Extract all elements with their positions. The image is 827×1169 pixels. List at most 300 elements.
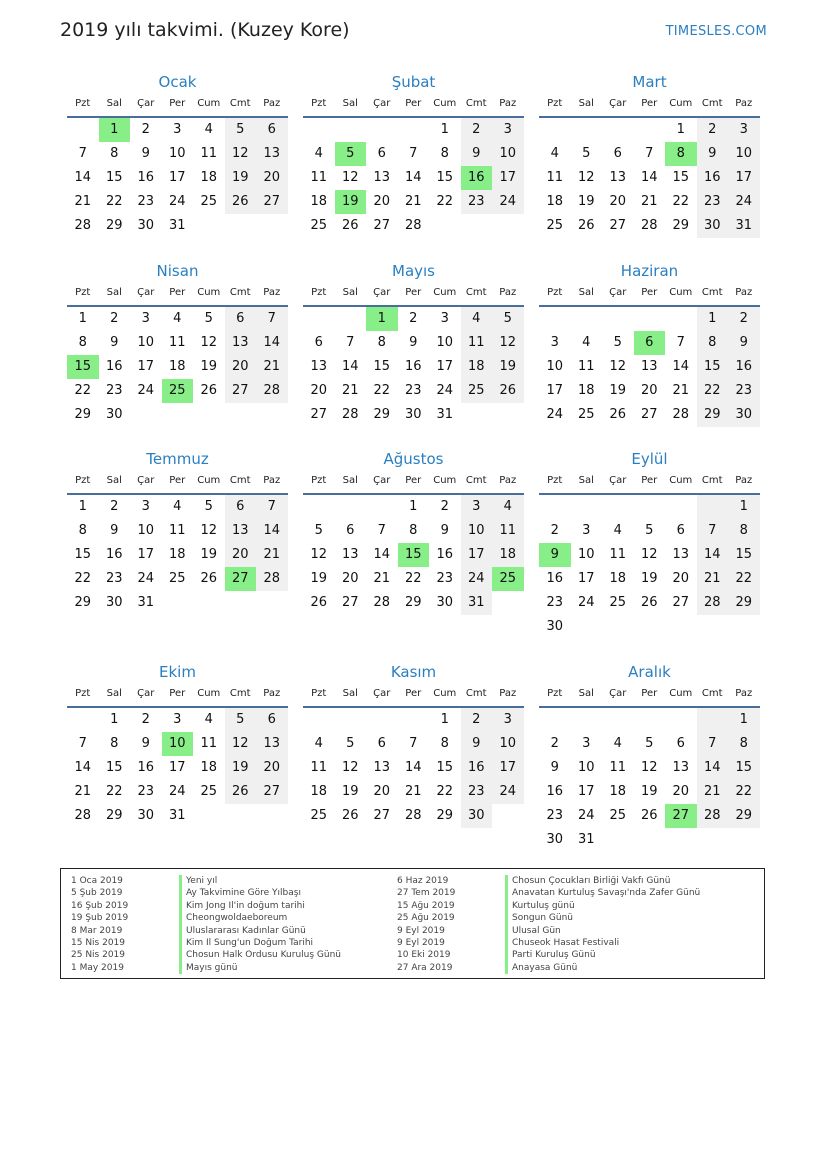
day-cell: 18 <box>492 543 524 567</box>
day-cell: 31 <box>436 407 454 422</box>
day-grid <box>303 118 524 238</box>
empty-cell <box>539 495 571 519</box>
day-cell: 19 <box>225 166 257 190</box>
holiday-day: 16 <box>461 166 493 190</box>
day-cell: 26 <box>577 218 595 233</box>
day-cell: 2 <box>110 499 119 514</box>
empty-cell <box>665 495 697 519</box>
month-name: Aralık <box>628 663 671 681</box>
legend-names-left <box>179 875 341 974</box>
day-cell: 17 <box>492 756 524 780</box>
day-cell: 28 <box>640 218 658 233</box>
day-cell: 24 <box>168 194 186 209</box>
weekday-label: Pzt <box>547 688 563 699</box>
day-cell: 13 <box>373 170 391 185</box>
day-cell: 6 <box>314 335 323 350</box>
day-cell: 5 <box>204 499 213 514</box>
day-cell: 3 <box>492 118 524 142</box>
day-cell: 8 <box>728 519 760 543</box>
day-cell: 22 <box>404 571 422 586</box>
day-cell: 30 <box>105 595 123 610</box>
day-cell: 9 <box>110 523 119 538</box>
day-cell: 2 <box>728 307 760 331</box>
weekday-label: Cum <box>197 287 221 298</box>
day-cell: 15 <box>105 760 123 775</box>
day-cell: 28 <box>256 379 288 403</box>
day-cell: 13 <box>225 519 257 543</box>
empty-cell <box>335 307 367 331</box>
day-cell: 10 <box>168 146 186 161</box>
day-cell: 29 <box>105 218 123 233</box>
day-cell: 22 <box>74 383 92 398</box>
day-grid <box>539 495 760 639</box>
day-cell: 11 <box>492 519 524 543</box>
day-cell: 19 <box>640 571 658 586</box>
day-cell: 22 <box>672 194 690 209</box>
weekday-header <box>67 471 288 495</box>
weekday-label: Cum <box>669 688 693 699</box>
empty-cell <box>697 708 729 732</box>
day-cell: 9 <box>550 760 559 775</box>
day-cell: 29 <box>436 808 454 823</box>
weekday-label: Cum <box>433 287 457 298</box>
holiday-day: 9 <box>539 543 571 567</box>
weekday-header <box>67 283 288 307</box>
day-cell: 27 <box>672 595 690 610</box>
holiday-day: 25 <box>492 567 524 591</box>
day-cell: 19 <box>225 756 257 780</box>
weekday-label: Per <box>641 287 658 298</box>
day-cell: 24 <box>577 595 595 610</box>
weekday-label: Cum <box>433 688 457 699</box>
legend-holiday-name: Yeni yıl <box>179 875 341 887</box>
day-cell: 15 <box>105 170 123 185</box>
empty-cell <box>539 307 571 331</box>
day-cell: 24 <box>137 383 155 398</box>
month-6 <box>539 259 760 427</box>
day-cell: 16 <box>728 355 760 379</box>
day-cell: 3 <box>492 708 524 732</box>
month-name: Mayıs <box>392 262 435 280</box>
month-2 <box>303 70 524 238</box>
month-3 <box>539 70 760 238</box>
day-cell: 24 <box>137 571 155 586</box>
month-name: Eylül <box>631 450 668 468</box>
weekday-label: Sal <box>342 475 358 486</box>
day-cell: 1 <box>110 712 119 727</box>
weekday-label: Çar <box>373 688 391 699</box>
day-cell: 11 <box>609 547 627 562</box>
day-cell: 17 <box>168 170 186 185</box>
day-cell: 21 <box>256 355 288 379</box>
weekday-header <box>539 471 760 495</box>
day-cell: 20 <box>672 571 690 586</box>
day-cell: 26 <box>200 571 218 586</box>
day-cell: 16 <box>697 166 729 190</box>
day-cell: 16 <box>546 571 564 586</box>
day-cell: 7 <box>697 732 729 756</box>
day-cell: 17 <box>168 760 186 775</box>
day-cell: 2 <box>409 311 418 326</box>
day-cell: 25 <box>546 218 564 233</box>
day-cell: 29 <box>672 218 690 233</box>
day-cell: 16 <box>404 359 422 374</box>
day-cell: 13 <box>256 732 288 756</box>
weekday-label: Paz <box>263 287 281 298</box>
weekday-label: Paz <box>263 688 281 699</box>
weekday-label: Paz <box>499 475 517 486</box>
day-cell: 13 <box>672 760 690 775</box>
empty-cell <box>303 118 335 142</box>
legend-date: 27 Tem 2019 <box>397 888 456 899</box>
day-cell: 21 <box>256 543 288 567</box>
weekday-label: Paz <box>735 475 753 486</box>
empty-cell <box>571 708 603 732</box>
weekday-header <box>303 283 524 307</box>
day-cell: 9 <box>461 142 493 166</box>
day-cell: 19 <box>492 355 524 379</box>
day-cell: 27 <box>640 407 658 422</box>
brand-link[interactable]: TIMESLES.COM <box>665 24 767 39</box>
day-cell: 4 <box>314 736 323 751</box>
legend-date: 1 May 2019 <box>71 962 124 973</box>
day-cell: 11 <box>310 760 328 775</box>
day-cell: 26 <box>640 595 658 610</box>
day-cell: 8 <box>78 523 87 538</box>
legend-dates-right <box>397 875 455 974</box>
weekday-label: Per <box>169 287 186 298</box>
day-cell: 18 <box>609 784 627 799</box>
day-cell: 9 <box>141 736 150 751</box>
day-cell: 23 <box>461 190 493 214</box>
day-cell: 3 <box>141 311 150 326</box>
day-cell: 4 <box>613 523 622 538</box>
holiday-day: 10 <box>162 732 194 756</box>
day-cell: 25 <box>200 194 218 209</box>
weekday-label: Sal <box>342 287 358 298</box>
day-cell: 11 <box>200 146 218 161</box>
day-cell: 3 <box>582 736 591 751</box>
day-cell: 2 <box>141 712 150 727</box>
day-cell: 6 <box>676 736 685 751</box>
weekday-label: Cmt <box>465 98 487 109</box>
day-cell: 23 <box>461 780 493 804</box>
weekday-label: Cum <box>433 475 457 486</box>
weekday-header <box>539 94 760 118</box>
weekday-label: Paz <box>263 475 281 486</box>
day-cell: 3 <box>461 495 493 519</box>
legend-holiday-name: Ay Takvimine Göre Yılbaşı <box>179 887 341 899</box>
month-8 <box>303 447 524 615</box>
legend-holiday-name: Ulusal Gün <box>505 925 700 937</box>
day-cell: 20 <box>225 543 257 567</box>
month-name: Temmuz <box>146 450 209 468</box>
holiday-day: 1 <box>99 118 131 142</box>
day-cell: 5 <box>314 523 323 538</box>
day-cell: 22 <box>74 571 92 586</box>
day-cell: 12 <box>200 523 218 538</box>
weekday-label: Cmt <box>229 475 251 486</box>
month-4 <box>67 259 288 427</box>
empty-cell <box>665 708 697 732</box>
day-cell: 17 <box>436 359 454 374</box>
day-cell: 4 <box>204 712 213 727</box>
empty-cell <box>602 495 634 519</box>
day-cell: 10 <box>728 142 760 166</box>
weekday-label: Çar <box>137 98 155 109</box>
legend-holiday-name: Kim Il Sung'un Doğum Tarihi <box>179 937 341 949</box>
day-cell: 8 <box>440 736 449 751</box>
weekday-header <box>67 94 288 118</box>
day-cell: 26 <box>609 407 627 422</box>
legend-holiday-name: Songun Günü <box>505 912 700 924</box>
day-cell: 9 <box>110 335 119 350</box>
legend-date: 6 Haz 2019 <box>397 876 449 886</box>
weekday-header <box>67 684 288 708</box>
day-grid <box>67 307 288 427</box>
day-cell: 2 <box>697 118 729 142</box>
day-cell: 30 <box>728 403 760 427</box>
weekday-label: Paz <box>499 98 517 109</box>
legend-holiday-name: Cheongwoldaeboreum <box>179 912 341 924</box>
legend-date: 16 Şub 2019 <box>71 900 129 911</box>
day-cell: 11 <box>310 170 328 185</box>
day-cell: 23 <box>137 784 155 799</box>
day-cell: 13 <box>310 359 328 374</box>
weekday-label: Sal <box>342 688 358 699</box>
day-cell: 24 <box>461 567 493 591</box>
weekday-header <box>303 471 524 495</box>
day-cell: 12 <box>200 335 218 350</box>
weekday-label: Çar <box>137 287 155 298</box>
day-cell: 21 <box>404 784 422 799</box>
day-cell: 21 <box>74 784 92 799</box>
day-cell: 28 <box>373 595 391 610</box>
day-cell: 8 <box>728 732 760 756</box>
legend-holiday-name: Mayıs günü <box>179 962 341 974</box>
day-cell: 21 <box>404 194 422 209</box>
day-cell: 12 <box>310 547 328 562</box>
day-cell: 4 <box>204 122 213 137</box>
holiday-day: 19 <box>335 190 367 214</box>
day-cell: 9 <box>728 331 760 355</box>
weekday-label: Cmt <box>229 287 251 298</box>
day-cell: 6 <box>377 736 386 751</box>
day-cell: 27 <box>373 808 391 823</box>
day-cell: 28 <box>404 808 422 823</box>
day-cell: 14 <box>341 359 359 374</box>
day-cell: 14 <box>640 170 658 185</box>
month-name: Ekim <box>159 663 196 681</box>
day-cell: 26 <box>200 383 218 398</box>
weekday-label: Per <box>169 98 186 109</box>
day-cell: 18 <box>200 170 218 185</box>
legend-date: 15 Ağu 2019 <box>397 900 455 911</box>
month-9 <box>539 447 760 639</box>
day-cell: 20 <box>310 383 328 398</box>
day-cell: 3 <box>550 335 559 350</box>
day-cell: 23 <box>105 571 123 586</box>
day-cell: 2 <box>550 736 559 751</box>
day-cell: 8 <box>377 335 386 350</box>
weekday-label: Per <box>641 688 658 699</box>
day-cell: 27 <box>256 190 288 214</box>
holiday-day: 27 <box>225 567 257 591</box>
day-cell: 1 <box>409 499 418 514</box>
day-cell: 7 <box>697 519 729 543</box>
day-cell: 31 <box>168 218 186 233</box>
weekday-header <box>539 684 760 708</box>
day-cell: 27 <box>310 407 328 422</box>
day-cell: 7 <box>78 146 87 161</box>
day-cell: 8 <box>110 146 119 161</box>
day-cell: 4 <box>582 335 591 350</box>
day-cell: 17 <box>728 166 760 190</box>
day-cell: 11 <box>546 170 564 185</box>
day-cell: 4 <box>613 736 622 751</box>
day-cell: 15 <box>728 543 760 567</box>
day-cell: 18 <box>609 571 627 586</box>
day-cell: 31 <box>728 214 760 238</box>
weekday-label: Pzt <box>75 475 91 486</box>
day-cell: 18 <box>168 547 186 562</box>
weekday-label: Cmt <box>229 98 251 109</box>
day-cell: 18 <box>461 355 493 379</box>
day-cell: 24 <box>492 190 524 214</box>
day-cell: 26 <box>341 808 359 823</box>
legend-dates-left <box>71 875 128 974</box>
weekday-label: Paz <box>735 287 753 298</box>
day-cell: 10 <box>492 142 524 166</box>
weekday-label: Cum <box>433 98 457 109</box>
legend-holiday-name: Chosun Halk Ordusu Kuruluş Günü <box>179 949 341 961</box>
weekday-label: Paz <box>499 688 517 699</box>
day-cell: 28 <box>256 567 288 591</box>
day-cell: 14 <box>697 756 729 780</box>
day-cell: 7 <box>78 736 87 751</box>
day-cell: 6 <box>225 307 257 331</box>
weekday-header <box>303 684 524 708</box>
day-cell: 8 <box>409 523 418 538</box>
empty-cell <box>398 708 430 732</box>
weekday-label: Cum <box>669 98 693 109</box>
month-7 <box>67 447 288 615</box>
day-cell: 8 <box>697 331 729 355</box>
day-cell: 7 <box>346 335 355 350</box>
day-cell: 5 <box>346 736 355 751</box>
day-cell: 26 <box>341 218 359 233</box>
day-cell: 20 <box>672 784 690 799</box>
day-cell: 24 <box>436 383 454 398</box>
weekday-label: Sal <box>106 475 122 486</box>
day-cell: 13 <box>373 760 391 775</box>
day-cell: 29 <box>373 407 391 422</box>
day-cell: 20 <box>640 383 658 398</box>
month-name: Ocak <box>158 73 197 91</box>
month-1 <box>67 70 288 238</box>
day-cell: 8 <box>78 335 87 350</box>
day-cell: 6 <box>225 495 257 519</box>
day-cell: 18 <box>577 383 595 398</box>
empty-cell <box>665 307 697 331</box>
day-cell: 22 <box>373 383 391 398</box>
legend-date: 5 Şub 2019 <box>71 888 123 899</box>
weekday-label: Paz <box>499 287 517 298</box>
day-cell: 12 <box>225 732 257 756</box>
legend-date: 1 Oca 2019 <box>71 876 123 886</box>
day-cell: 5 <box>225 708 257 732</box>
day-cell: 29 <box>404 595 422 610</box>
day-cell: 11 <box>168 335 186 350</box>
day-grid <box>67 118 288 238</box>
month-name: Nisan <box>156 262 199 280</box>
day-cell: 28 <box>404 218 422 233</box>
day-cell: 11 <box>577 359 595 374</box>
weekday-label: Cum <box>197 98 221 109</box>
day-cell: 30 <box>697 214 729 238</box>
day-cell: 21 <box>672 383 690 398</box>
day-cell: 17 <box>577 784 595 799</box>
day-cell: 18 <box>310 194 328 209</box>
day-cell: 23 <box>404 383 422 398</box>
day-cell: 30 <box>105 407 123 422</box>
day-cell: 14 <box>256 519 288 543</box>
day-cell: 18 <box>546 194 564 209</box>
day-cell: 22 <box>105 784 123 799</box>
empty-cell <box>303 495 335 519</box>
day-cell: 29 <box>74 595 92 610</box>
day-cell: 18 <box>168 359 186 374</box>
day-cell: 24 <box>168 784 186 799</box>
empty-cell <box>366 118 398 142</box>
day-cell: 5 <box>645 736 654 751</box>
holiday-day: 5 <box>335 142 367 166</box>
day-cell: 10 <box>137 335 155 350</box>
day-cell: 19 <box>200 547 218 562</box>
weekday-label: Pzt <box>547 475 563 486</box>
day-cell: 24 <box>546 407 564 422</box>
day-cell: 4 <box>173 499 182 514</box>
day-cell: 26 <box>310 595 328 610</box>
day-cell: 10 <box>492 732 524 756</box>
weekday-label: Cmt <box>465 475 487 486</box>
empty-cell <box>335 118 367 142</box>
legend-date: 25 Ağu 2019 <box>397 913 455 924</box>
day-cell: 1 <box>697 307 729 331</box>
day-cell: 9 <box>141 146 150 161</box>
day-cell: 22 <box>436 194 454 209</box>
day-cell: 28 <box>74 218 92 233</box>
legend-holiday-name: Parti Kuruluş Günü <box>505 949 700 961</box>
weekday-label: Per <box>405 287 422 298</box>
day-cell: 4 <box>173 311 182 326</box>
month-10 <box>67 660 288 828</box>
day-cell: 29 <box>728 591 760 615</box>
weekday-label: Cmt <box>701 688 723 699</box>
day-cell: 20 <box>373 784 391 799</box>
day-cell: 23 <box>546 595 564 610</box>
day-cell: 5 <box>645 523 654 538</box>
day-cell: 11 <box>609 760 627 775</box>
day-cell: 10 <box>436 335 454 350</box>
weekday-label: Cmt <box>701 98 723 109</box>
day-cell: 25 <box>200 784 218 799</box>
day-cell: 16 <box>546 784 564 799</box>
day-cell: 12 <box>225 142 257 166</box>
legend-date: 10 Eki 2019 <box>397 950 451 961</box>
day-cell: 13 <box>609 170 627 185</box>
weekday-label: Per <box>405 475 422 486</box>
